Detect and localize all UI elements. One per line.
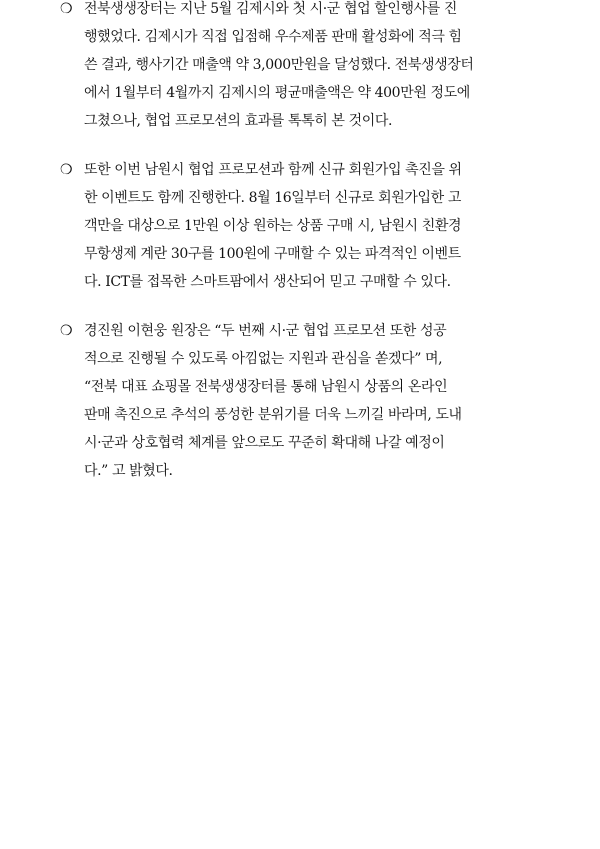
text-line: 또한 이번 남원시 협업 프로모션과 함께 신규 회원가입 촉진을 위 (84, 162, 462, 178)
text-line: 다. ICT를 접목한 스마트팜에서 생산되어 믿고 구매할 수 있다. (84, 274, 451, 290)
text-line: 객만을 대상으로 1만원 이상 원하는 상품 구매 시, 남원시 친환경 (84, 218, 462, 234)
text-line: 무항생제 계란 30구를 100원에 구매할 수 있는 파격적인 이벤트 (84, 246, 461, 262)
text-line: 그쳤으나, 협업 프로모션의 효과를 톡톡히 본 것이다. (84, 113, 393, 129)
text-line: 경진원 이현웅 원장은 “두 번째 시·군 협업 프로모션 또한 성공 (84, 323, 447, 339)
text-line: 쓴 결과, 행사기간 매출액 약 3,000만원을 달성했다. 전북생생장터 (84, 57, 474, 73)
text-line: 다.” 고 밝혔다. (84, 463, 173, 479)
text-line: 전북생생장터는 지난 5월 김제시와 첫 시·군 협업 할인행사를 진 (84, 1, 458, 17)
text-line: 에서 1월부터 4월까지 김제시의 평균매출액은 약 400만원 정도에 (84, 85, 470, 101)
circle-bullet-icon: ❍ (60, 162, 73, 178)
text-line: 판매 촉진으로 추석의 풍성한 분위기를 더욱 느끼길 바라며, 도내 (84, 407, 462, 423)
circle-bullet-icon: ❍ (60, 1, 73, 17)
text-line: 한 이벤트도 함께 진행한다. 8월 16일부터 신규로 회원가입한 고 (84, 190, 461, 206)
text-line: “전북 대표 쇼핑몰 전북생생장터를 통해 남원시 상품의 온라인 (84, 379, 448, 395)
text-line: 행했었다. 김제시가 직접 입점해 우수제품 판매 활성화에 적극 힘 (84, 29, 462, 45)
text-line: 적으로 진행될 수 있도록 아낌없는 지원과 관심을 쏟겠다” 며, (84, 351, 443, 367)
text-line: 시·군과 상호협력 체계를 앞으로도 꾸준히 확대해 나갈 예정이 (84, 435, 445, 451)
circle-bullet-icon: ❍ (60, 323, 73, 339)
